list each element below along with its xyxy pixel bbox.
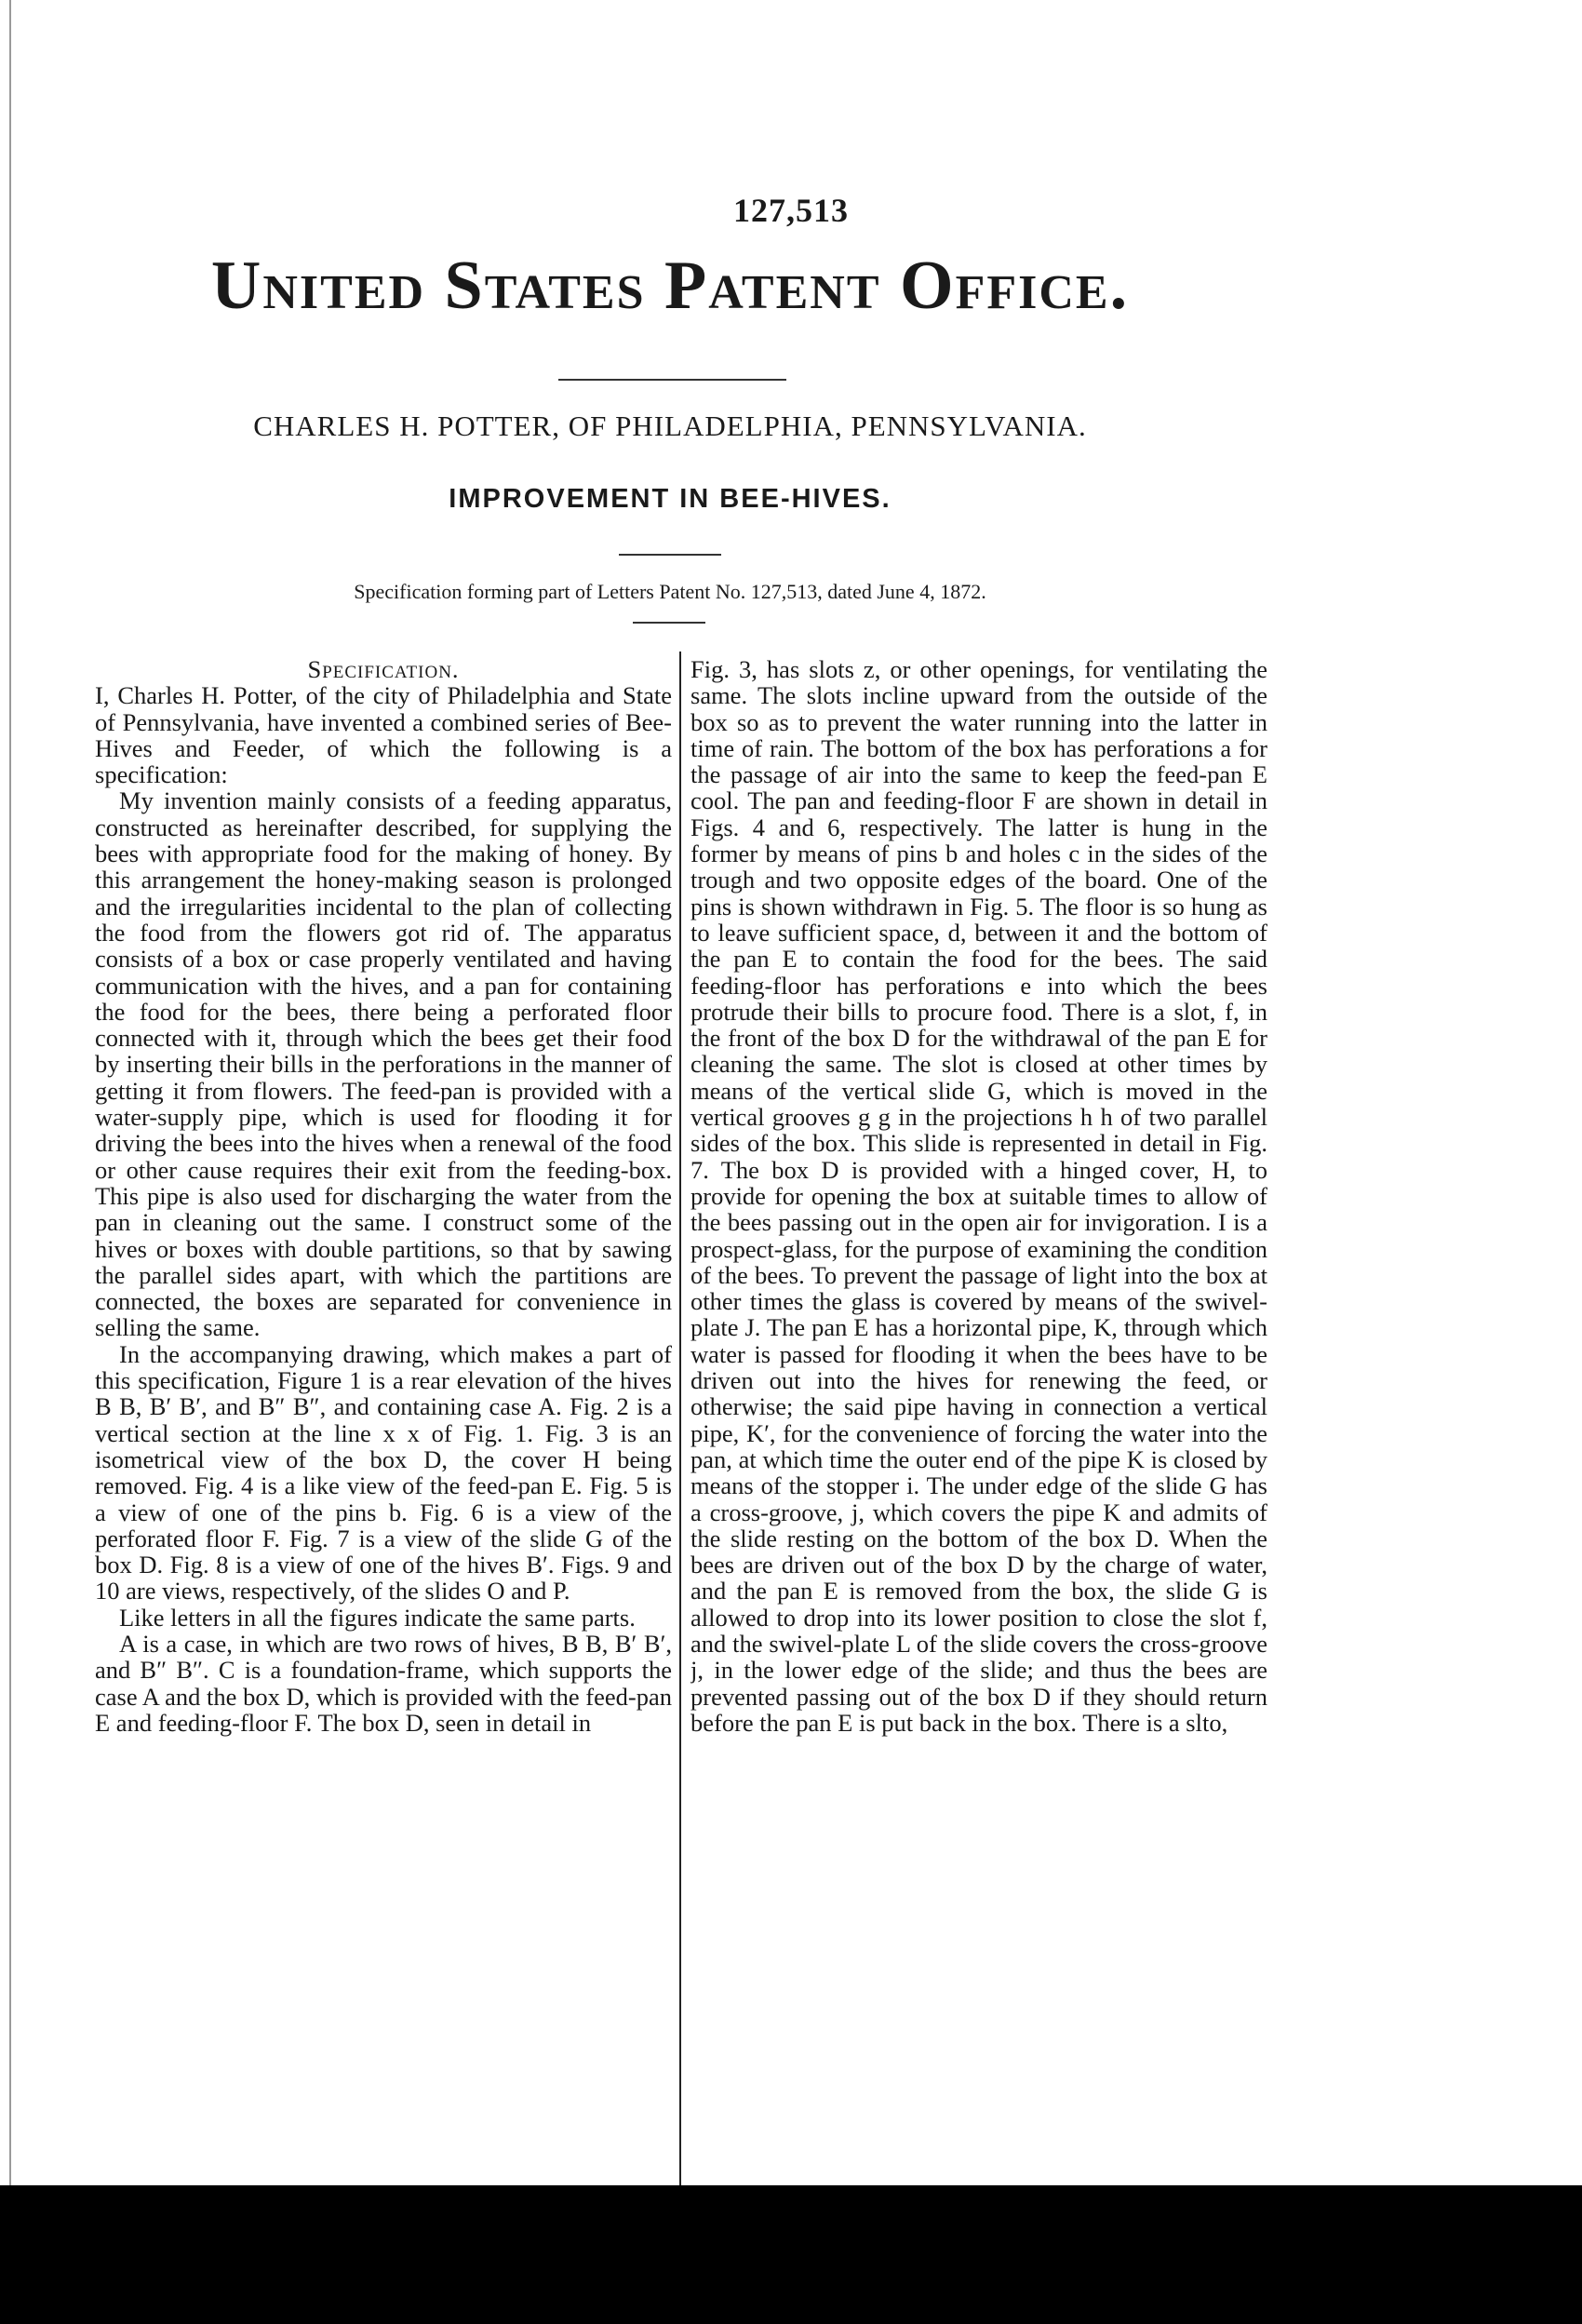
invention-title: IMPROVEMENT IN BEE-HIVES. bbox=[449, 484, 892, 514]
scan-page-edge bbox=[9, 0, 11, 2187]
office-title: United States Patent Office. bbox=[210, 248, 1130, 324]
box-description-paragraph: Fig. 3, has slots z, or other openings, for ventilating the same. The slots incline upward from the outside of the box so as to prevent the water running into the latter in time of rain. The bottom of the box has perforations a for the passage of air into the same to keep the feed-pan E cool. The pan and feeding-floor F are shown in detail in Figs. 4 and 6, respectively. The latter is hung in the former by means of pins b and holes c in the sides of the trough and two opposite edges of the board. One of the pins is shown withdrawn in Fig. 5. The floor is so hung as to leave sufficient space, d, between it and the bottom of the pan E to contain the food for the bees. The said feeding-floor has perforations e into which the bees protrude their bills to procure food. There is a slot, f, in the front of the box D for the withdrawal of the pan E for cleaning the same. The slot is closed at other times by means of the vertical slide G, which is moved in the vertical grooves g g in the projections h h of two parallel sides of the box. This slide is represented in detail in Fig. 7. The box D is provided with a hinged cover, H, to provide for opening the box at suitable times to allow of the bees passing out in the open air for invigoration. I is a prospect-glass, for the purpose of examining the condition of the bees. To prevent the passage of light into the box at other times the glass is covered by means of the swivel-plate J. The pan E has a horizontal pipe, K, through which water is passed for flooding it when the bees have to be driven out into the hives for renewing the feed, or otherwise; the said pipe having in connection a vertical pipe, K′, for the convenience of forcing the water into the pan, at which time the outer end of the pipe K is closed by means of the stopper i. The under edge of the slide G has a cross-groove, j, which covers the pipe K and admits of the slide resting on the bottom of the box D. When the bees are driven out of the box D by the charge of water, and the pan E is removed from the box, the slide G is allowed to drop into its lower position to close the slot f, and the swivel-plate L of the slide covers the cross-groove j, in the lower edge of the slide; and thus the bees are prevented passing out of the box D if they should return before the pan E is put back in the box. There is a slto, bbox=[690, 656, 1267, 1737]
title-divider bbox=[558, 379, 786, 381]
spec-divider bbox=[633, 622, 705, 624]
specification-line: Specification forming part of Letters Patent No. 127,513, dated June 4, 1872. bbox=[354, 580, 986, 603]
invention-divider bbox=[619, 554, 721, 556]
figures-paragraph: In the accompanying drawing, which makes a part of this specification, Figure 1 is a rear elevation of the hives B B, B′ B′, and B″ B″, and containing case A. Fig. 2 is a vertical section at the line x x of Fig. 1. Fig. 3 is an isometrical view of the box D, the cover H being removed. Fig. 4 is a like view of the feed-pan E. Fig. 5 is a view of one of the pins b. Fig. 6 is a view of the perforated floor F. Fig. 7 is a view of the slide G of the box D. Fig. 8 is a view of one of the hives B′. Figs. 9 and 10 are views, respectively, of the slides O and P. bbox=[95, 1339, 672, 1605]
case-description-paragraph: A is a case, in which are two rows of hives, B B, B′ B′, and B″ B″. C is a foundation-frame, which supports the case A and the box D, which is provided with the feed-pan E and feeding-floor F. The box D, seen in detail in bbox=[95, 1629, 672, 1737]
scan-footer-bar bbox=[0, 2185, 1582, 2324]
patent-number: 127,513 bbox=[733, 192, 849, 229]
specification-heading: Specification. bbox=[307, 656, 460, 683]
inventor-line: CHARLES H. POTTER, OF PHILADELPHIA, PENNSYLVANIA. bbox=[253, 410, 1087, 442]
intro-paragraph: I, Charles H. Potter, of the city of Philadelphia and State of Pennsylvania, have invented a combined series of Bee-Hives and Feeder, of which the following is a specification: bbox=[95, 681, 672, 789]
right-text-column bbox=[690, 656, 1267, 2183]
column-divider bbox=[679, 652, 681, 2187]
invention-summary-paragraph: My invention mainly consists of a feeding apparatus, constructed as hereinafter described, for supplying the bees with appropriate food for the making of honey. By this arrangement the honey-making season is prolonged and the irregularities incidental to the plan of collecting the food from the flowers got rid of. The apparatus consists of a box or case properly ventilated and having communication with the hives, and a pan for containing the food for the bees, there being a perforated floor connected with it, through which the bees get their food by inserting their bills in the perforations in the manner of getting it from flowers. The feed-pan is provided with a water-supply pipe, which is used for flooding it for driving the bees into the hives when a renewal of the food or other cause requires their exit from the feeding-box. This pipe is also used for discharging the water from the pan in cleaning out the same. I construct some of the hives or boxes with double partitions, so that by sawing the parallel sides apart, with which the partitions are connected, the boxes are separated for convenience in selling the same. bbox=[95, 786, 672, 1342]
like-letters-paragraph: Like letters in all the figures indicate the same parts. bbox=[119, 1603, 636, 1632]
left-text-column bbox=[95, 656, 672, 2183]
